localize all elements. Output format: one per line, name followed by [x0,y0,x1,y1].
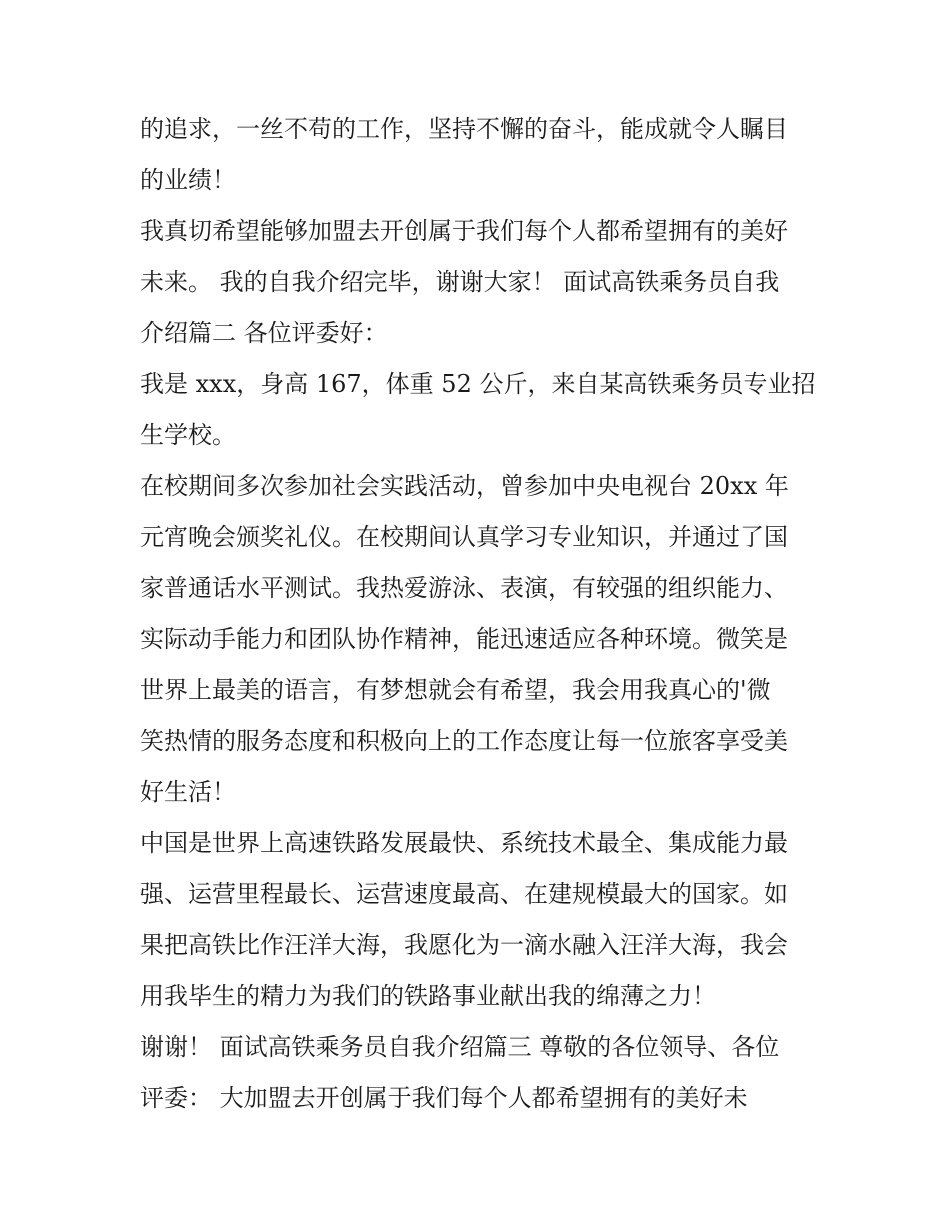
text-line: 谢谢！ 面试高铁乘务员自我介绍篇三 尊敬的各位领导、各位 [140,1033,780,1061]
text-line: 强、运营里程最长、运营速度最高、在建规模最大的国家。如 [140,880,788,908]
text-line: 元宵晚会颁奖礼仪。在校期间认真学习专业知识，并通过了国 [140,523,788,551]
text-line: 好生活！ [140,778,236,806]
text-line: 的业绩！ [140,166,236,194]
text-line: 用我毕生的精力为我们的铁路事业献出我的绵薄之力！ [140,982,716,1010]
text-line: 我真切希望能够加盟去开创属于我们每个人都希望拥有的美好 [140,217,788,245]
text-line: 我是 xxx，身高 167，体重 52 公斤，来自某高铁乘务员专业招 [140,370,816,398]
text-line: 笑热情的服务态度和积极向上的工作态度让每一位旅客享受美 [140,727,788,755]
text-line: 果把高铁比作汪洋大海，我愿化为一滴水融入汪洋大海，我会 [140,931,788,959]
text-line: 中国是世界上高速铁路发展最快、系统技术最全、集成能力最 [140,829,788,857]
text-line: 世界上最美的语言，有梦想就会有希望，我会用我真心的'微 [140,676,771,704]
text-line: 在校期间多次参加社会实践活动，曾参加中央电视台 20xx 年 [140,472,789,500]
text-line: 实际动手能力和团队协作精神，能迅速适应各种环境。微笑是 [140,625,788,653]
text-line: 未来。 我的自我介绍完毕，谢谢大家！ 面试高铁乘务员自我 [140,268,780,296]
text-line: 介绍篇二 各位评委好： [140,319,388,347]
text-line: 的追求，一丝不苟的工作，坚持不懈的奋斗，能成就令人瞩目 [140,115,788,143]
text-line: 生学校。 [140,421,236,449]
text-line: 家普通话水平测试。我热爱游泳、表演，有较强的组织能力、 [140,574,788,602]
body-text [140,104,820,1124]
text-line: 评委： 大加盟去开创属于我们每个人都希望拥有的美好未 [140,1084,748,1112]
